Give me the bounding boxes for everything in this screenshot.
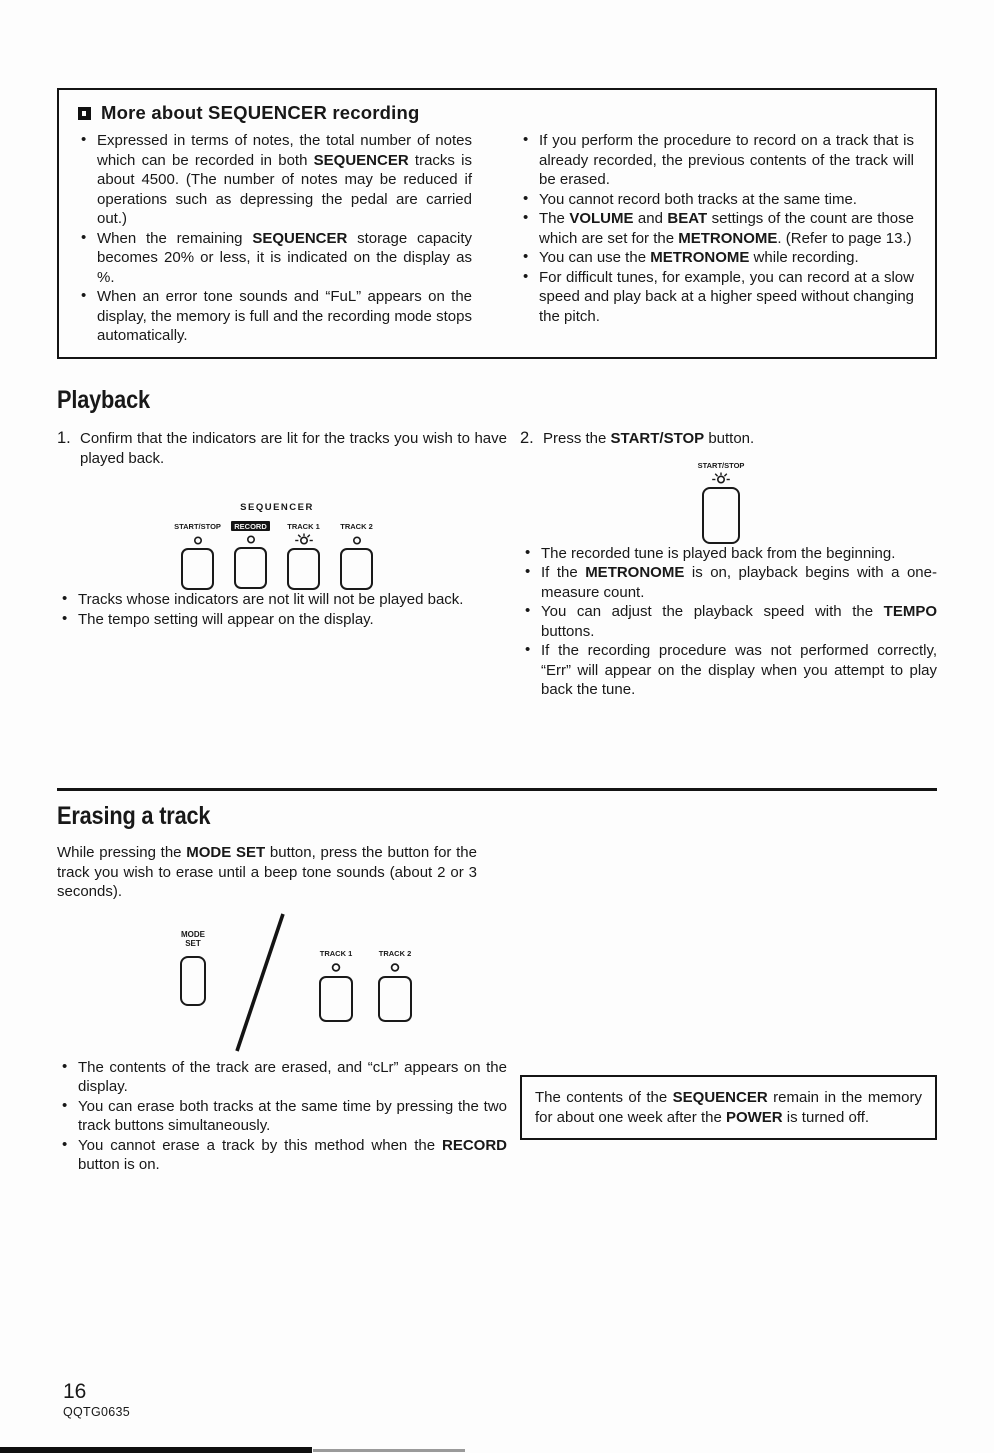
bullet-item: • You can erase both tracks at the same time by pressing the two track buttons simultaneously.	[57, 1097, 507, 1136]
bullet-list	[57, 590, 507, 629]
panel-button	[378, 976, 412, 1022]
startstop-button-group	[174, 521, 221, 590]
info-box	[57, 88, 937, 359]
memory-note-box: The contents of the SEQUENCER remain in the memory for about one week after the POWER is turned off.	[520, 1075, 937, 1140]
track1-button-label: TRACK 1	[319, 948, 353, 958]
sequencer-keys-row	[174, 521, 377, 590]
page-footer	[63, 1381, 130, 1419]
erasing-section	[57, 802, 937, 1175]
record-button-group	[231, 521, 271, 590]
bullet-item: • When an error tone sounds and “FuL” appears on the display, the memory is full and the recording mode stops automatically.	[76, 287, 472, 346]
sequencer-panel-diagram	[174, 502, 377, 590]
lamp-off-icon	[384, 960, 406, 973]
doc-code: QQTG0635	[63, 1405, 131, 1419]
step-number: 2.	[520, 429, 534, 447]
modeset-button-group	[165, 910, 221, 1006]
bullet-item: • You can use the METRONOME while recording.	[518, 248, 914, 268]
lamp-lit-icon	[293, 533, 315, 546]
erasing-left-column	[57, 835, 507, 1175]
bullet-item: • If you perform the procedure to record on a track that is already recorded, the previous contents of the track will be erased.	[518, 131, 914, 190]
bullet-list	[57, 1058, 507, 1175]
section-divider	[57, 788, 937, 791]
track2-button-group	[337, 521, 377, 590]
lamp-off-icon	[346, 533, 368, 546]
bullet-item: • Expressed in terms of notes, the total number of notes which can be recorded in both SEQUENCER tracks is about 4500. (The number of notes may be reduced if operations such as depressing the pedal are carried out.)	[76, 131, 472, 229]
step-text: Confirm that the indicators are lit for the tracks you wish to have played back.	[80, 430, 507, 467]
startstop-button-label: START/STOP	[697, 460, 745, 470]
info-box-title: More about SEQUENCER recording	[101, 102, 420, 123]
erasing-heading: Erasing a track	[57, 802, 211, 830]
bullet-item: • You can adjust the playback speed with the TEMPO buttons.	[520, 602, 937, 641]
bullet-list	[520, 544, 937, 700]
bullet-item: • The VOLUME and BEAT settings of the count are those which are set for the METRONOME. (Refer to page 13.)	[518, 209, 914, 248]
slash-divider	[227, 910, 289, 1055]
bullet-item: • The tempo setting will appear on the display.	[57, 610, 507, 630]
panel-button	[180, 956, 206, 1006]
section-marker-icon	[78, 107, 91, 120]
step-2	[520, 429, 937, 449]
page-number: 16	[63, 1380, 87, 1403]
bullet-item: • When the remaining SEQUENCER storage capacity becomes 20% or less, it is indicated on the display as %.	[76, 229, 472, 288]
erasing-intro: While pressing the MODE SET button, press the button for the track you wish to erase until a beep tone sounds (about 2 or 3 seconds).	[57, 844, 477, 900]
erasing-right-column	[520, 835, 937, 1175]
erasing-columns	[57, 835, 937, 1175]
record-button-label: RECORD	[231, 521, 270, 531]
panel-button	[181, 548, 214, 590]
sequencer-label: SEQUENCER	[240, 502, 314, 513]
panel-button	[234, 547, 267, 589]
panel-button	[340, 548, 373, 590]
playback-right-column	[520, 429, 937, 700]
track2-button-label: TRACK 2	[378, 948, 412, 958]
bullet-item: • Tracks whose indicators are not lit will not be played back.	[57, 590, 507, 610]
startstop-panel-diagram	[690, 460, 752, 544]
modeset-button-label	[181, 930, 205, 949]
bullet-item: • If the recording procedure was not performed correctly, “Err” will appear on the display when you attempt to play back the tune.	[520, 641, 937, 700]
playback-section	[57, 386, 937, 700]
bullet-item: • You cannot erase a track by this method when the RECORD button is on.	[57, 1136, 507, 1175]
lamp-off-icon	[187, 533, 209, 546]
bullet-item: • If the METRONOME is on, playback begins with a one-measure count.	[520, 563, 937, 602]
info-box-columns	[74, 131, 920, 346]
track2-button-label: TRACK 2	[340, 522, 373, 531]
bullet-item: • You cannot record both tracks at the same time.	[518, 190, 914, 210]
panel-button	[287, 548, 320, 590]
lamp-off-icon	[240, 532, 262, 545]
step-number: 1.	[57, 429, 71, 447]
modeset-label-line2: SET	[185, 939, 201, 948]
erase-panel-diagram	[165, 910, 507, 1058]
track1-button-label: TRACK 1	[287, 522, 320, 531]
scan-artifact	[0, 1447, 312, 1453]
bullet-item: • For difficult tunes, for example, you can record at a slow speed and play back at a higher speed without changing the pitch.	[518, 268, 914, 327]
track-buttons-group	[315, 910, 416, 1022]
startstop-button-label: START/STOP	[174, 522, 221, 531]
playback-columns	[57, 429, 937, 700]
panel-button	[319, 976, 353, 1022]
panel-button	[702, 487, 740, 544]
bullet-list	[518, 131, 914, 346]
step-1	[57, 429, 507, 468]
track2-button-group	[374, 948, 416, 1022]
step-text: Press the START/STOP button.	[543, 430, 755, 447]
playback-left-column	[57, 429, 507, 700]
info-box-title-row	[78, 102, 920, 124]
bullet-item: • The contents of the track are erased, and “cLr” appears on the display.	[57, 1058, 507, 1097]
track1-button-group	[315, 948, 357, 1022]
lamp-off-icon	[325, 960, 347, 973]
bullet-item: • The recorded tune is played back from the beginning.	[520, 544, 937, 564]
modeset-label-line1: MODE	[181, 929, 205, 939]
lamp-lit-icon	[710, 472, 732, 485]
playback-heading: Playback	[57, 386, 150, 414]
track1-button-group	[284, 521, 324, 590]
bullet-list	[76, 131, 472, 346]
